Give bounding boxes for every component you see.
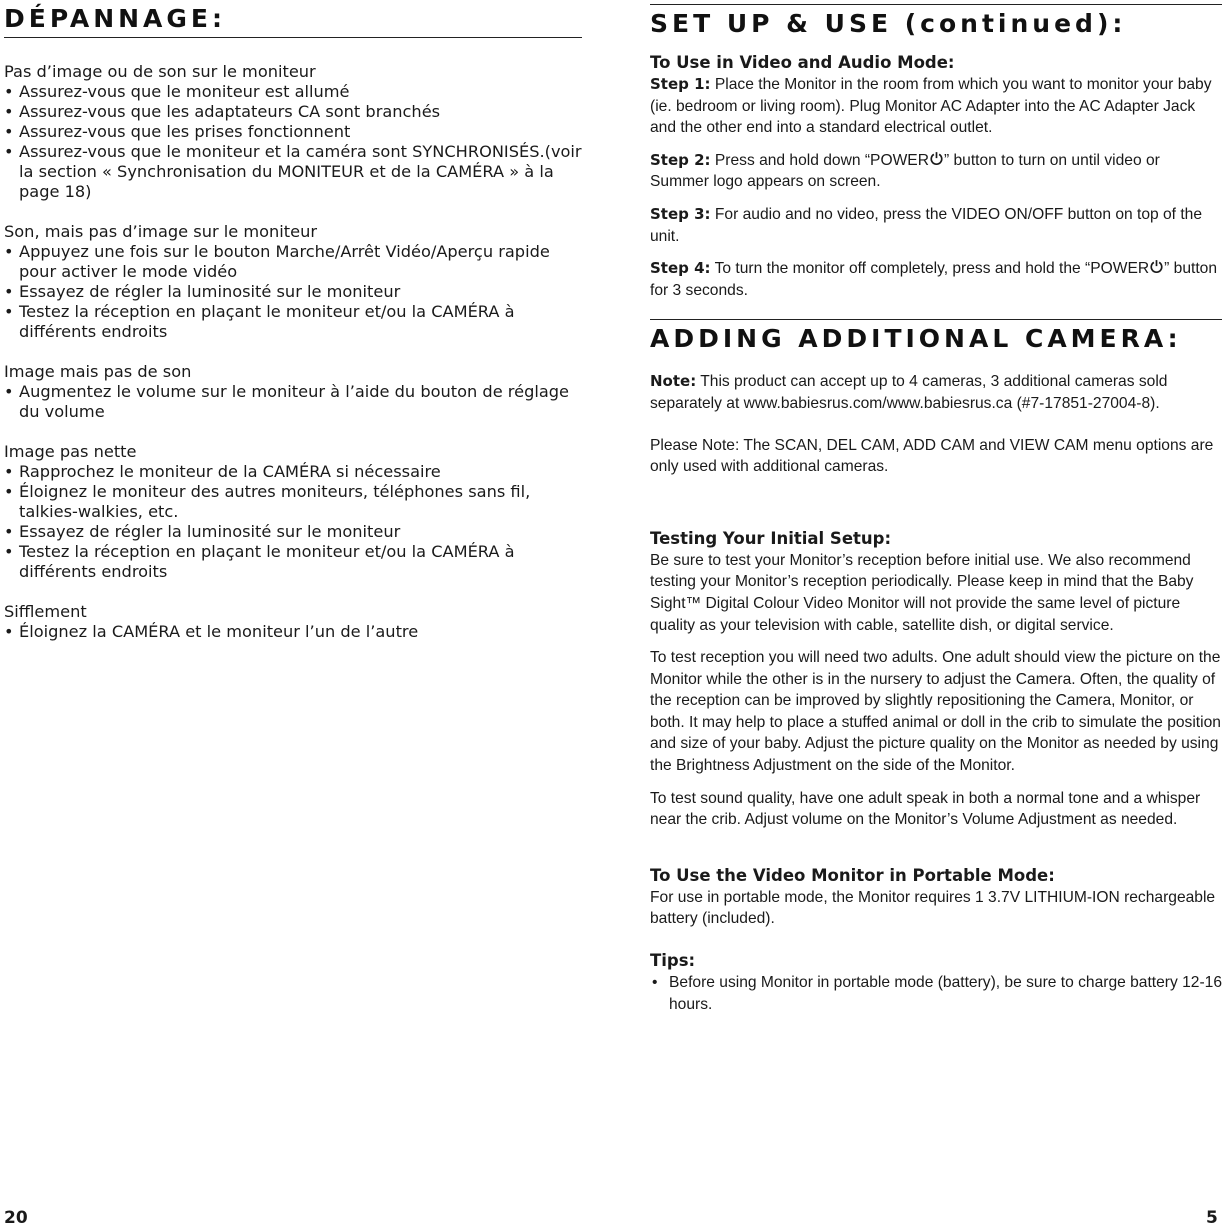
- step-2-label: Step 2:: [650, 150, 711, 169]
- step-2-text-b: ” button to turn on until video or Summer logo appears on screen.: [650, 151, 1160, 191]
- issue-title: Pas d’image ou de son sur le moniteur: [4, 62, 316, 81]
- page-number-right: 5: [1206, 1208, 1218, 1228]
- list-item: • Assurez-vous que le moniteur est allumé: [4, 82, 582, 102]
- issue-group: [4, 62, 582, 202]
- step-2: [650, 150, 1222, 193]
- french-page: [4, 0, 582, 662]
- setup-use-heading: SET UP & USE (continued):: [650, 4, 1222, 42]
- portable-text: For use in portable mode, the Monitor requires 1 3.7V LITHIUM-ION rechargeable battery (included).: [650, 888, 1216, 928]
- list-item: • Testez la réception en plaçant le moniteur et/ou la CAMÉRA à différents endroits: [4, 542, 582, 582]
- step-2-text-a: Press and hold down “POWER: [714, 151, 929, 169]
- issue-title: Image mais pas de son: [4, 362, 192, 381]
- step-1-label: Step 1:: [650, 75, 711, 93]
- power-icon: [1149, 259, 1164, 274]
- list-item: • Assurez-vous que le moniteur et la caméra sont SYNCHRONISÉS.(voir la section « Synchronisation du MONITEUR et de la CAMÉRA » à la page 18): [4, 142, 582, 202]
- testing-paragraph-2: To test reception you will need two adults. One adult should view the picture on the Monitor while the other is in the nursery to adjust the Camera. Often, the quality of the reception can be improved by slightly repositioning the Camera, Monitor, or both. It may help to place a stuffed animal or doll in the crib to simulate the position and size of your baby. Adjust the picture quality on the Monitor as needed by using the Brightness Adjustment on the side of the Monitor.: [650, 649, 1221, 775]
- page-number-left: 20: [4, 1208, 28, 1228]
- list-item: • Assurez-vous que les adaptateurs CA sont branchés: [4, 102, 582, 122]
- tips-section: [650, 950, 1222, 1015]
- step-3-label: Step 3:: [650, 204, 711, 223]
- power-icon: [929, 151, 944, 166]
- troubleshooting-heading: DÉPANNAGE:: [4, 4, 582, 38]
- step-1: [650, 74, 1222, 139]
- issue-group: [4, 602, 582, 642]
- list-item: • Rapprochez le moniteur de la CAMÉRA si nécessaire: [4, 462, 582, 482]
- adding-camera-section: [650, 371, 1222, 477]
- step-3: [650, 204, 1222, 247]
- issue-group: [4, 222, 582, 342]
- tips-title: Tips:: [650, 951, 696, 971]
- testing-section: [650, 528, 1222, 831]
- testing-title: Testing Your Initial Setup:: [650, 528, 892, 548]
- video-audio-title: To Use in Video and Audio Mode:: [650, 53, 955, 72]
- list-item: • Before using Monitor in portable mode (battery), be sure to charge battery 12-16 hours.: [650, 972, 1222, 1015]
- list-item: • Essayez de régler la luminosité sur le moniteur: [4, 282, 582, 302]
- adding-camera-heading: ADDING ADDITIONAL CAMERA:: [650, 319, 1222, 357]
- issue-group: [4, 442, 582, 582]
- testing-paragraph-1: Be sure to test your Monitor’s reception before initial use. We also recommend testing your Monitor’s reception periodically. Please keep in mind that the Baby Sight™ Digital Colour Video Monitor will not provide the same level of picture quality as your television with cable, satellite dish, or digital service.: [650, 551, 1194, 634]
- portable-section: [650, 865, 1222, 930]
- issue-title: Image pas nette: [4, 442, 137, 461]
- list-item: • Testez la réception en plaçant le moniteur et/ou la CAMÉRA à différents endroits: [4, 302, 582, 342]
- issue-group: [4, 362, 582, 422]
- testing-paragraph-3: To test sound quality, have one adult speak in both a normal tone and a whisper near the crib. Adjust volume on the Monitor’s Volume Adjustment as needed.: [650, 789, 1201, 829]
- video-audio-section: [650, 52, 1222, 301]
- step-4-text-b: ” button for 3 seconds.: [650, 260, 1218, 299]
- list-item: • Éloignez le moniteur des autres moniteurs, téléphones sans fil, talkies-walkies, etc.: [4, 482, 582, 522]
- list-item: • Assurez-vous que les prises fonctionnent: [4, 122, 582, 142]
- list-item: • Augmentez le volume sur le moniteur à l’aide du bouton de réglage du volume: [4, 382, 582, 422]
- portable-title: To Use the Video Monitor in Portable Mode:: [650, 865, 1055, 885]
- step-4-label: Step 4:: [650, 259, 711, 278]
- list-item: • Éloignez la CAMÉRA et le moniteur l’un de l’autre: [4, 622, 582, 642]
- note: [650, 371, 1222, 414]
- troubleshooting-list: [4, 62, 582, 642]
- english-page: [650, 0, 1222, 1015]
- step-4-text-a: To turn the monitor off completely, press and hold the “POWER: [714, 260, 1150, 278]
- issue-title: Son, mais pas d’image sur le moniteur: [4, 222, 318, 241]
- please-note: Please Note: The SCAN, DEL CAM, ADD CAM and VIEW CAM menu options are only used with additional cameras.: [650, 436, 1214, 476]
- step-4: [650, 258, 1222, 301]
- note-text: This product can accept up to 4 cameras, 3 additional cameras sold separately at www.babiesrus.com/www.babiesrus.ca (#7-17851-27004-8).: [650, 373, 1168, 412]
- step-3-text: For audio and no video, press the VIDEO ON/OFF button on top of the unit.: [650, 205, 1203, 245]
- list-item: • Appuyez une fois sur le bouton Marche/Arrêt Vidéo/Aperçu rapide pour activer le mode vidéo: [4, 242, 582, 282]
- list-item: • Essayez de régler la luminosité sur le moniteur: [4, 522, 582, 542]
- issue-title: Sifflement: [4, 602, 87, 621]
- step-1-text: Place the Monitor in the room from which you want to monitor your baby (ie. bedroom or living room). Plug Monitor AC Adapter into the AC Adapter Jack and the other end into a standard electrical outlet.: [650, 76, 1212, 137]
- note-label: Note:: [650, 372, 697, 391]
